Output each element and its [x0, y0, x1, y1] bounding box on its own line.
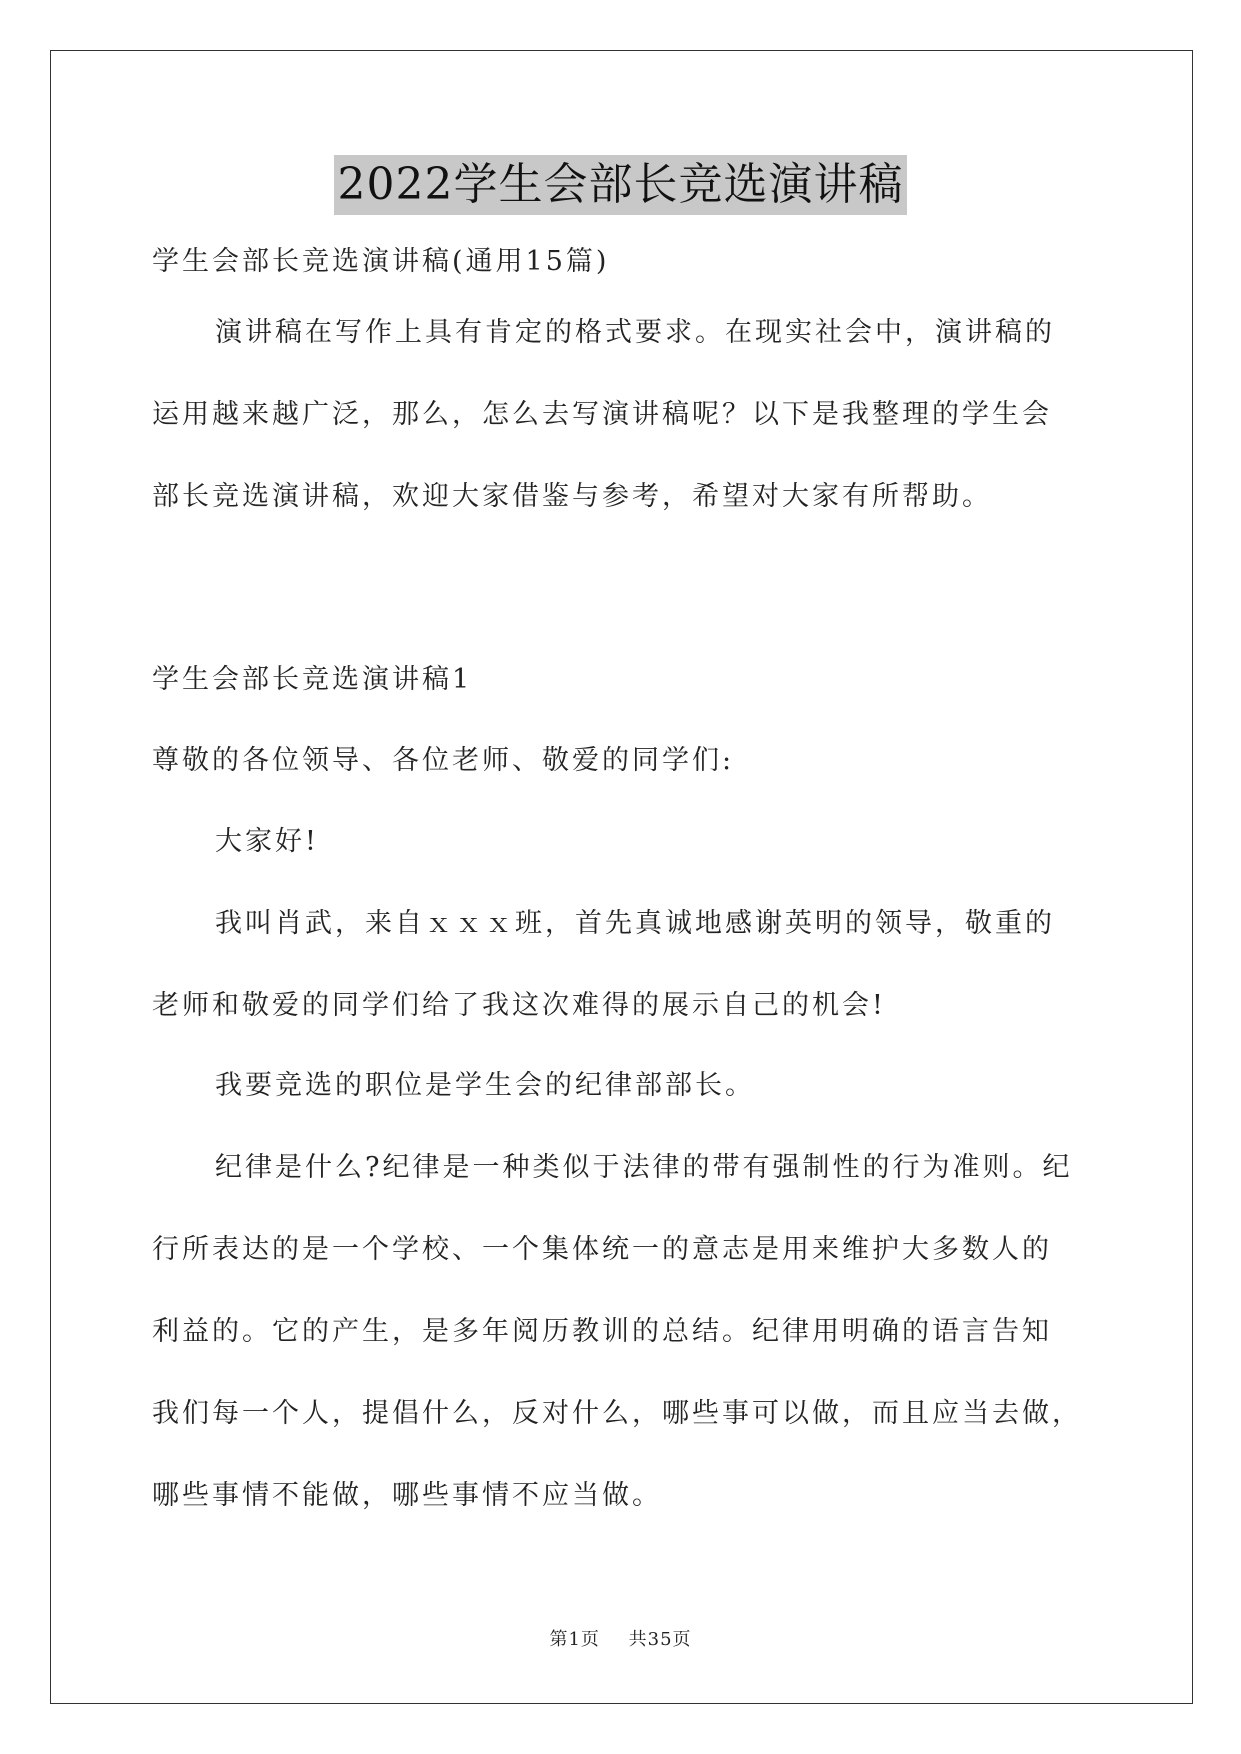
- page-footer: [0, 1628, 1241, 1652]
- document-title: 2022学生会部长竞选演讲稿: [334, 155, 908, 215]
- intro-line: 演讲稿在写作上具有肯定的格式要求。在现实社会中，演讲稿的: [215, 317, 1055, 348]
- intro-line: 部长竞选演讲稿，欢迎大家借鉴与参考，希望对大家有所帮助。: [152, 481, 992, 512]
- intro-paragraph: [152, 292, 1112, 538]
- section-heading: 学生会部长竞选演讲稿1: [152, 664, 473, 695]
- paragraph-line: 纪律是什么?纪律是一种类似于法律的带有强制性的行为准则。纪: [215, 1152, 1073, 1183]
- paragraph-line: 行所表达的是一个学校、一个集体统一的意志是用来维护大多数人的: [152, 1234, 1052, 1265]
- title-container: [0, 155, 1241, 215]
- paragraph-line: 我们每一个人，提倡什么，反对什么，哪些事可以做，而且应当去做，: [152, 1398, 1082, 1429]
- paragraph-2: 我要竞选的职位是学生会的纪律部部长。: [215, 1070, 755, 1101]
- paragraph-1: [152, 883, 1112, 1047]
- document-subtitle: 学生会部长竞选演讲稿(通用15篇): [152, 246, 610, 277]
- paragraph-line: 利益的。它的产生，是多年阅历教训的总结。纪律用明确的语言告知: [152, 1316, 1052, 1347]
- intro-line: 运用越来越广泛，那么，怎么去写演讲稿呢？以下是我整理的学生会: [152, 399, 1052, 430]
- paragraph-line: 老师和敬爱的同学们给了我这次难得的展示自己的机会!: [152, 990, 886, 1021]
- salutation: 尊敬的各位领导、各位老师、敬爱的同学们:: [152, 745, 735, 776]
- page-number: 第1页: [549, 1629, 600, 1650]
- paragraph-line: 哪些事情不能做，哪些事情不应当做。: [152, 1480, 662, 1511]
- greeting: 大家好!: [215, 826, 319, 857]
- page-total: 共35页: [628, 1629, 692, 1650]
- paragraph-line: 我叫肖武，来自ｘｘｘ班，首先真诚地感谢英明的领导，敬重的: [215, 908, 1055, 939]
- paragraph-3: [152, 1127, 1112, 1537]
